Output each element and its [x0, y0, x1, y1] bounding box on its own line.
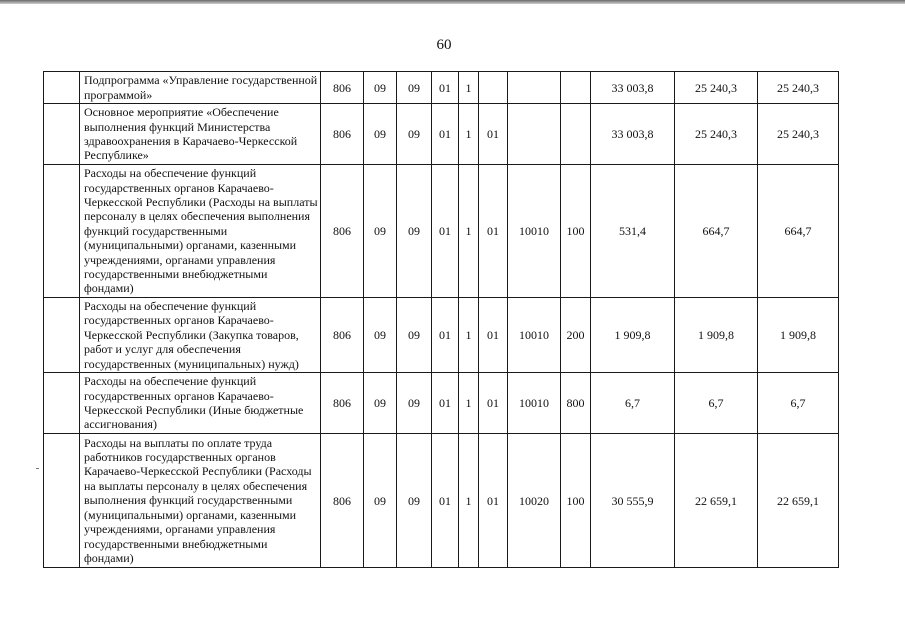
ministry-code: 806	[321, 373, 364, 434]
direction-code: 10010	[508, 298, 561, 373]
blank-cell	[44, 104, 80, 165]
table-row	[44, 165, 839, 298]
item-name: Основное мероприятие «Обеспечение выполнения функций Министерства здравоохранения в Карачаево-Черкесской Республике»	[80, 104, 321, 165]
amount-year-3: 25 240,3	[758, 72, 839, 104]
subsection-code: 09	[397, 434, 432, 568]
event-code: 01	[479, 373, 508, 434]
subprogram-code: 1	[459, 298, 479, 373]
table-row	[44, 104, 839, 165]
table-row	[44, 373, 839, 434]
item-name: Подпрограмма «Управление государственной программой»	[80, 72, 321, 104]
blank-cell	[44, 373, 80, 434]
expense-type-code: 200	[561, 298, 591, 373]
table-row	[44, 72, 839, 104]
amount-year-3: 22 659,1	[758, 434, 839, 568]
subsection-code: 09	[397, 373, 432, 434]
table-row	[44, 298, 839, 373]
program-code: 01	[432, 298, 459, 373]
amount-year-2: 664,7	[675, 165, 758, 298]
ministry-code: 806	[321, 298, 364, 373]
section-code: 09	[364, 104, 397, 165]
amount-year-2: 25 240,3	[675, 72, 758, 104]
ministry-code: 806	[321, 165, 364, 298]
event-code: 01	[479, 165, 508, 298]
blank-cell	[44, 165, 80, 298]
expense-type-code: 800	[561, 373, 591, 434]
expense-type-code	[561, 72, 591, 104]
amount-year-1: 30 555,9	[591, 434, 675, 568]
scan-mark	[36, 468, 39, 469]
subprogram-code: 1	[459, 165, 479, 298]
subsection-code: 09	[397, 165, 432, 298]
expense-type-code: 100	[561, 434, 591, 568]
section-code: 09	[364, 373, 397, 434]
budget-table	[43, 71, 839, 568]
direction-code	[508, 104, 561, 165]
amount-year-1: 531,4	[591, 165, 675, 298]
amount-year-3: 25 240,3	[758, 104, 839, 165]
scan-top-edge	[0, 0, 905, 4]
item-name: Расходы на обеспечение функций государственных органов Карачаево-Черкесской Республики (Иные бюджетные ассигнования)	[80, 373, 321, 434]
direction-code: 10010	[508, 165, 561, 298]
section-code: 09	[364, 72, 397, 104]
ministry-code: 806	[321, 434, 364, 568]
blank-cell	[44, 298, 80, 373]
direction-code: 10010	[508, 373, 561, 434]
amount-year-3: 664,7	[758, 165, 839, 298]
subsection-code: 09	[397, 298, 432, 373]
program-code: 01	[432, 72, 459, 104]
subsection-code: 09	[397, 104, 432, 165]
amount-year-2: 6,7	[675, 373, 758, 434]
expense-type-code	[561, 104, 591, 165]
event-code: 01	[479, 104, 508, 165]
direction-code: 10020	[508, 434, 561, 568]
amount-year-2: 25 240,3	[675, 104, 758, 165]
amount-year-1: 1 909,8	[591, 298, 675, 373]
amount-year-1: 33 003,8	[591, 104, 675, 165]
direction-code	[508, 72, 561, 104]
program-code: 01	[432, 434, 459, 568]
expense-type-code: 100	[561, 165, 591, 298]
amount-year-2: 1 909,8	[675, 298, 758, 373]
page-number: 60	[436, 37, 452, 53]
event-code	[479, 72, 508, 104]
program-code: 01	[432, 104, 459, 165]
section-code: 09	[364, 165, 397, 298]
amount-year-2: 22 659,1	[675, 434, 758, 568]
item-name: Расходы на обеспечение функций государственных органов Карачаево-Черкесской Республики (Закупка товаров, работ и услуг для обеспечения государственных (муниципальных) нужд)	[80, 298, 321, 373]
event-code: 01	[479, 298, 508, 373]
ministry-code: 806	[321, 72, 364, 104]
subprogram-code: 1	[459, 373, 479, 434]
amount-year-1: 6,7	[591, 373, 675, 434]
blank-cell	[44, 72, 80, 104]
subprogram-code: 1	[459, 434, 479, 568]
item-name: Расходы на выплаты по оплате труда работников государственных органов Карачаево-Черкесской Республики (Расходы на выплаты персоналу в целях обеспечения выполнения функций государственными (муниципальными) органами, казенными учреждениями, органами управления государственными внебюджетными фондами)	[80, 434, 321, 568]
amount-year-3: 1 909,8	[758, 298, 839, 373]
subsection-code: 09	[397, 72, 432, 104]
section-code: 09	[364, 434, 397, 568]
subprogram-code: 1	[459, 72, 479, 104]
amount-year-1: 33 003,8	[591, 72, 675, 104]
blank-cell	[44, 434, 80, 568]
event-code: 01	[479, 434, 508, 568]
section-code: 09	[364, 298, 397, 373]
amount-year-3: 6,7	[758, 373, 839, 434]
item-name: Расходы на обеспечение функций государственных органов Карачаево-Черкесской Республики (Расходы на выплаты персоналу в целях обеспечения выполнения функций государственными (муниципальными) органами, казенными учреждениями, органами управления государственными внебюджетными фондами)	[80, 165, 321, 298]
program-code: 01	[432, 373, 459, 434]
table-row	[44, 434, 839, 568]
subprogram-code: 1	[459, 104, 479, 165]
program-code: 01	[432, 165, 459, 298]
ministry-code: 806	[321, 104, 364, 165]
